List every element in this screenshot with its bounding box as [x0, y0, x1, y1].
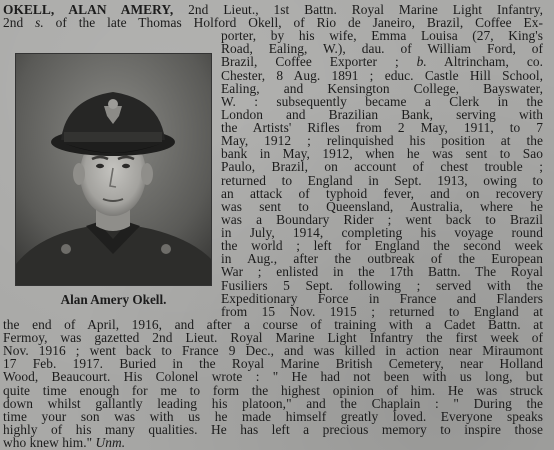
- text-line: was sent to Queensland, Australia, where he: [221, 198, 543, 214]
- unmarried-note: Unm.: [95, 435, 126, 450]
- son-abbrev: s.: [35, 15, 44, 31]
- text-line: returned to England in Sept. 1913, owing to: [221, 172, 543, 188]
- text-line: the Artists' Rifles from 2 May, 1911, to 7: [221, 120, 543, 136]
- text-line: porter, by his wife, Emma Louisa (27, King's: [221, 28, 543, 44]
- entry-name: OKELL, ALAN AMERY,: [3, 2, 174, 17]
- text-line: Nov. 1916 ; went back to France 9 Dec., and was killed in action near Miraumont: [3, 343, 543, 359]
- text-line: London and Brazilian Bank, serving with: [221, 106, 543, 122]
- text-line: Paulo, Brazil, on account of chest trouble ;: [221, 159, 543, 175]
- text-line: War ; enlisted in the 17th Battn. The Royal: [221, 264, 543, 280]
- text-line: Brazil, Coffee Exporter ; b. Altrincham, co.: [221, 54, 543, 70]
- closing-line: who knew him." Unm.: [3, 435, 126, 450]
- text-line: W. : subsequently became a Clerk in the: [221, 93, 543, 109]
- text-line: May, 1912 ; relinquished his position at the: [221, 133, 543, 149]
- text-line: down whilst gallantly leading his platoon," and the Chaplain : " During the: [3, 395, 543, 411]
- text-line: Chester, 8 Aug. 1891 ; educ. Castle Hill School,: [221, 67, 543, 83]
- portrait-caption: Alan Amery Okell.: [60, 291, 167, 307]
- text-line: Ealing, and Kensington College, Bayswater,: [221, 80, 543, 96]
- text-line: Road, Ealing, W.), dau. of William Ford, of: [221, 41, 543, 57]
- text-line: 17 Feb. 1917. Buried in the Royal Marine British Cemetery, near Holland: [3, 356, 543, 372]
- text-line: from 15 Nov. 1915 ; returned to England at: [221, 303, 543, 319]
- portrait-image: [16, 54, 211, 285]
- text-line: Wood, Beaucourt. His Colonel wrote : " He had not been with us long, but: [3, 369, 543, 385]
- text-line: an attack of typhoid fever, and on recovery: [221, 185, 543, 201]
- entry-rank: 2nd Lieut., 1st Battn. Royal Marine Light Infantry,: [173, 2, 543, 17]
- text-line: in Aug., after the outbreak of the European: [221, 251, 543, 267]
- text-line: the end of April, 1916, and after a course of training with a Cadet Battn. at: [3, 316, 543, 332]
- entry-parent-line: 2nd s. of the late Thomas Holford Okell, of Rio de Janeiro, Brazil, Coffee Ex-: [3, 15, 543, 31]
- portrait-photo: [15, 53, 212, 286]
- text-line: Fermoy, was gazetted 2nd Lieut. Royal Marine Light Infantry the first week of: [3, 330, 543, 346]
- text-line: Expeditionary Force in France and Flanders: [221, 290, 543, 306]
- text-line: Fusiliers 5 Sept. following ; served with the: [221, 277, 543, 293]
- text-line: bank in May, 1912, when he was sent to Sao: [221, 146, 543, 162]
- text-line: quite time enough for me to form the highest opinion of him. He was struck: [3, 382, 543, 398]
- text-line: highly of his many qualities. He has left a precious memory to inspire those: [3, 421, 543, 437]
- born-abbrev: b.: [416, 54, 427, 70]
- text-line: in July, 1914, completing his voyage round: [221, 225, 543, 241]
- text-line: the world ; left for England the second week: [221, 238, 543, 254]
- text-line: time your son was with us he made himself greatly loved. Everyone speaks: [3, 408, 543, 424]
- text-line: was a Boundary Rider ; went back to Brazil: [221, 211, 543, 227]
